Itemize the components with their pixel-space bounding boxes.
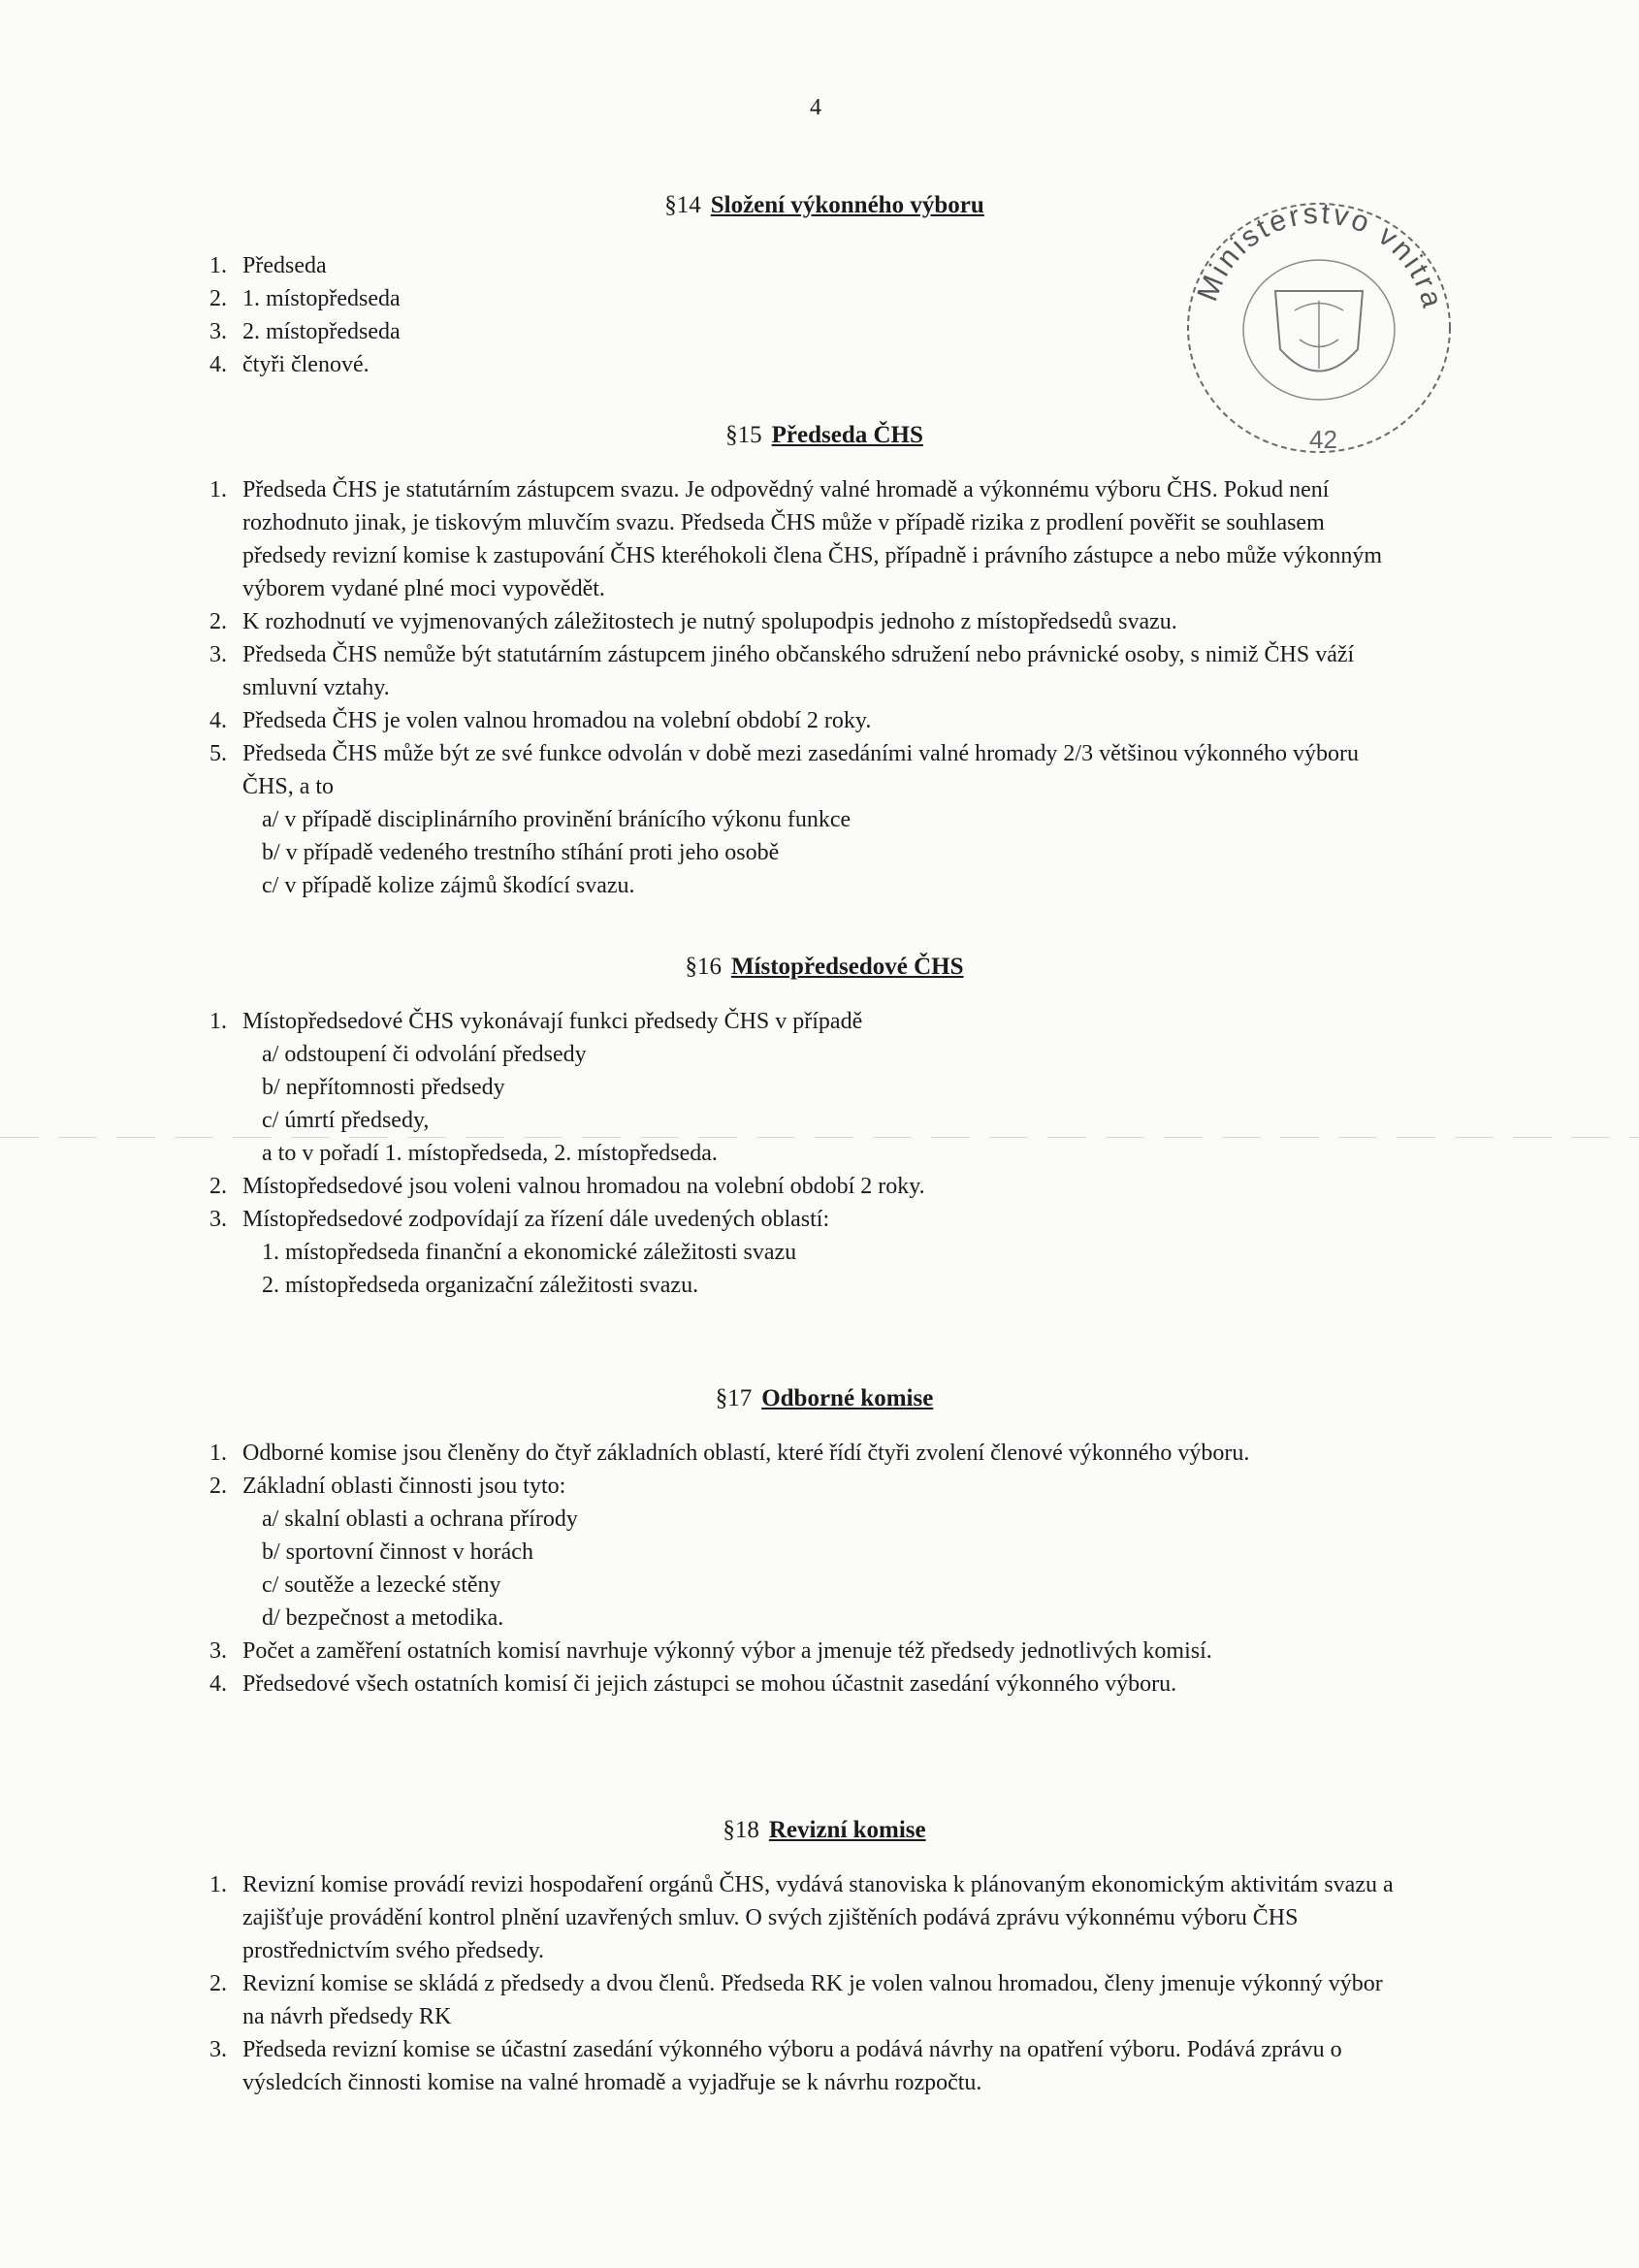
list-item xyxy=(184,1868,1406,1967)
item-number: 2. xyxy=(209,1174,227,1199)
item-text: Předseda ČHS může být ze své funkce odvolán v době mezi zasedáními valné hromady 2/3 většinou výkonného výboru ČHS, a to xyxy=(242,741,1360,799)
list-item xyxy=(184,348,1406,381)
list-item xyxy=(184,1967,1406,2033)
sub-item: d/ bezpečnost a metodika. xyxy=(262,1605,504,1631)
item-text: K rozhodnutí ve vyjmenovaných záležitostech je nutný spolupodpis jednoho z místopředsedů svazu. xyxy=(242,609,1177,634)
section-heading xyxy=(184,419,1406,452)
sub-item: a to v pořadí 1. místopředseda, 2. místopředseda. xyxy=(262,1141,718,1166)
item-number: 1. xyxy=(209,1441,227,1466)
section-title: Odborné komise xyxy=(761,1385,934,1411)
item-number: 4. xyxy=(209,1671,227,1697)
list-item xyxy=(184,704,1406,737)
paragraph-symbol: §17 xyxy=(715,1385,753,1411)
sub-item: b/ v případě vedeného trestního stíhání proti jeho osobě xyxy=(262,840,780,865)
item-text: Místopředsedové jsou voleni valnou hromadou na volební období 2 roky. xyxy=(242,1174,925,1199)
sub-item: a/ v případě disciplinárního provinění bránícího výkonu funkce xyxy=(262,807,852,832)
item-text: Revizní komise se skládá z předsedy a dvou členů. Předseda RK je volen valnou hromadou, členy jmenuje výkonný výbor na návrh předsedy RK xyxy=(242,1971,1383,2029)
section-s14 xyxy=(184,189,1406,381)
item-number: 4. xyxy=(209,352,227,377)
section-heading xyxy=(184,189,1406,222)
paragraph-symbol: §15 xyxy=(725,422,762,448)
item-number: 3. xyxy=(209,1207,227,1232)
list-item xyxy=(184,1635,1406,1668)
list-item xyxy=(184,638,1406,704)
item-number: 5. xyxy=(209,741,227,766)
item-text: 2. místopředseda xyxy=(242,319,401,344)
item-text: Předseda ČHS je volen valnou hromadou na volební období 2 roky. xyxy=(242,708,872,733)
item-number: 1. xyxy=(209,253,227,278)
stamp-arc-text: Ministerstvo vnitra xyxy=(1191,197,1449,314)
list-item xyxy=(184,1170,1406,1203)
item-number: 4. xyxy=(209,708,227,733)
sub-item: 1. místopředseda finanční a ekonomické záležitosti svazu xyxy=(262,1240,797,1265)
item-text: Odborné komise jsou členěny do čtyř základních oblastí, které řídí čtyři zvolení členové výkonného výboru. xyxy=(242,1441,1250,1466)
list-item xyxy=(184,1470,1406,1635)
paragraph-symbol: §16 xyxy=(685,954,722,980)
item-text: Místopředsedové ČHS vykonávají funkci předsedy ČHS v případě xyxy=(242,1009,863,1034)
page-number: 4 xyxy=(810,95,821,120)
sub-item: c/ soutěže a lezecké stěny xyxy=(262,1572,501,1598)
item-text: Předseda ČHS nemůže být statutárním zástupcem jiného občanského sdružení nebo právnické osoby, s nimiž ČHS váží smluvní vztahy. xyxy=(242,642,1355,700)
item-number: 3. xyxy=(209,642,227,667)
list-item xyxy=(184,1005,1406,1170)
list-item xyxy=(184,282,1406,315)
item-number: 2. xyxy=(209,1971,227,1996)
item-number: 1. xyxy=(209,477,227,502)
sub-item: b/ nepřítomnosti předsedy xyxy=(262,1075,505,1100)
list-item xyxy=(184,2033,1406,2099)
section-heading xyxy=(184,951,1406,984)
item-number: 2. xyxy=(209,609,227,634)
sub-item: c/ v případě kolize zájmů škodící svazu. xyxy=(262,873,635,898)
sub-item: a/ odstoupení či odvolání předsedy xyxy=(262,1042,587,1067)
item-number: 2. xyxy=(209,286,227,311)
item-text: 1. místopředseda xyxy=(242,286,401,311)
item-number: 3. xyxy=(209,1638,227,1664)
item-text: čtyři členové. xyxy=(242,352,370,377)
section-heading xyxy=(184,1382,1406,1415)
list-item xyxy=(184,737,1406,902)
section-title: Předseda ČHS xyxy=(771,422,923,448)
item-text: Počet a zaměření ostatních komisí navrhuje výkonný výbor a jmenuje též předsedy jednotlivých komisí. xyxy=(242,1638,1212,1664)
section-s17 xyxy=(184,1382,1406,1701)
section-heading xyxy=(184,1814,1406,1847)
item-number: 1. xyxy=(209,1872,227,1897)
section-s16 xyxy=(184,951,1406,1302)
list-item xyxy=(184,1203,1406,1302)
list-item xyxy=(184,249,1406,282)
section-s15 xyxy=(184,419,1406,902)
sub-item: a/ skalní oblasti a ochrana přírody xyxy=(262,1507,578,1532)
list-item xyxy=(184,605,1406,638)
list-item xyxy=(184,315,1406,348)
item-text: Předseda xyxy=(242,253,327,278)
item-text: Místopředsedové zodpovídají za řízení dále uvedených oblastí: xyxy=(242,1207,830,1232)
section-title: Revizní komise xyxy=(768,1817,926,1843)
item-number: 3. xyxy=(209,2037,227,2062)
item-text: Předseda ČHS je statutárním zástupcem svazu. Je odpovědný valné hromadě a výkonnému výboru ČHS. Pokud není rozhodnuto jinak, je tiskovým mluvčím svazu. Předseda ČHS může v případě rizika z prodlení pověřit se souhlasem předsedy revizní komise k zastupování ČHS kteréhokoli člena ČHS, případně i právního zástupce a nebo může výkonným výborem vydané plné moci vypovědět. xyxy=(242,477,1383,601)
section-title: Složení výkonného výboru xyxy=(710,192,984,218)
item-text: Předseda revizní komise se účastní zasedání výkonného výboru a podává návrhy na opatření výboru. Podává zprávu o výsledcích činnosti komise na valné hromadě a vyjadřuje se k návrhu rozpočtu. xyxy=(242,2037,1342,2095)
item-text: Základní oblasti činnosti jsou tyto: xyxy=(242,1474,566,1499)
sub-item: b/ sportovní činnost v horách xyxy=(262,1539,533,1565)
sub-item: c/ úmrtí předsedy, xyxy=(262,1108,430,1133)
paragraph-symbol: §18 xyxy=(723,1817,759,1843)
item-number: 2. xyxy=(209,1474,227,1499)
item-number: 1. xyxy=(209,1009,227,1034)
section-s18 xyxy=(184,1814,1406,2099)
paragraph-symbol: §14 xyxy=(664,192,701,218)
section-title: Místopředsedové ČHS xyxy=(730,954,964,980)
item-text: Revizní komise provádí revizi hospodaření orgánů ČHS, vydává stanoviska k plánovaným ekonomickým aktivitám svazu a zajišťuje provádění kontrol plnění uzavřených smluv. O svých zjištěních podává zprávu výkonnému výboru ČHS prostřednictvím svého předsedy. xyxy=(242,1872,1394,1963)
item-text: Předsedové všech ostatních komisí či jejich zástupci se mohou účastnit zasedání výkonného výboru. xyxy=(242,1671,1177,1697)
list-item xyxy=(184,1668,1406,1701)
list-item xyxy=(184,1437,1406,1470)
list-item xyxy=(184,473,1406,605)
item-number: 3. xyxy=(209,319,227,344)
stamp-number: 42 xyxy=(1309,425,1337,454)
sub-item: 2. místopředseda organizační záležitosti svazu. xyxy=(262,1273,699,1298)
